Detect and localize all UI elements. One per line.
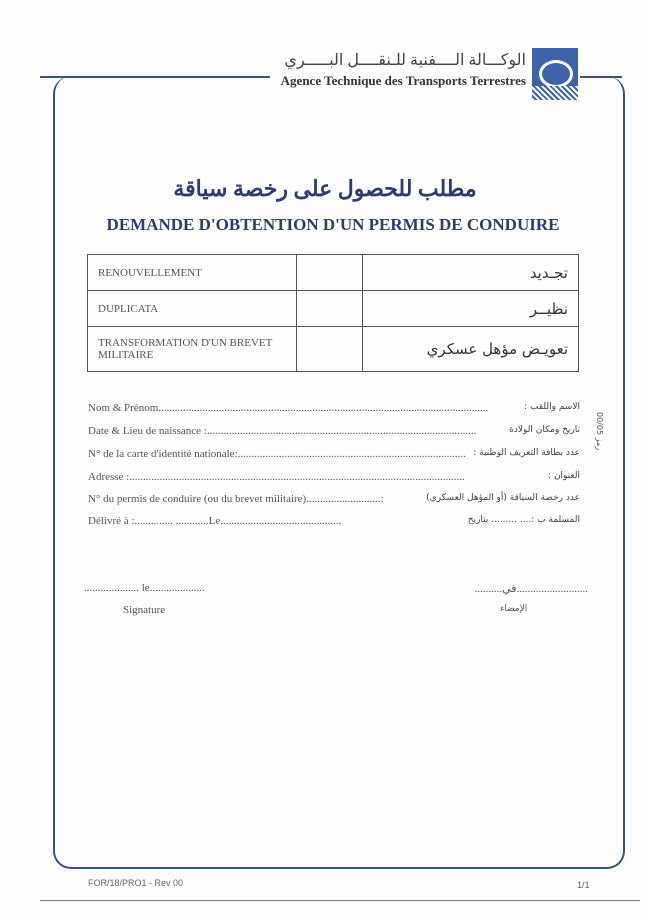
field-address[interactable] [88, 471, 580, 487]
option-fr: RENOUVELLEMENT [88, 255, 297, 291]
option-fr: DUPLICATA [88, 291, 297, 327]
field-name[interactable] [88, 402, 580, 418]
field-label-fr: Délivré à :.............. ............Le............................................ [88, 515, 342, 527]
option-ar: نظيــر [363, 291, 579, 327]
field-issued[interactable] [88, 515, 580, 531]
title-fr: DEMANDE D'OBTENTION D'UN PERMIS DE CONDUIRE [106, 215, 560, 234]
signature-label-fr: Signature [123, 604, 166, 616]
field-license-number[interactable] [88, 493, 580, 509]
field-label-ar: عدد بطاقة التعريف الوطنية : [473, 448, 580, 458]
field-label-fr: Adresse :.......................................................................................................................... [88, 471, 465, 483]
field-id-card[interactable] [88, 448, 580, 464]
request-type-table [87, 254, 579, 372]
field-label-fr: Nom & Prénom........................................................................................................................ [88, 402, 489, 414]
agency-name-ar: الوكـــالة الــــفنية للـنقــــل البـــــري [284, 52, 526, 69]
signature-date-fr[interactable]: .................... le.................... [84, 582, 205, 594]
option-ar: تعويـض مؤهل عسكري [363, 327, 579, 372]
footer-rule [40, 900, 640, 901]
signature-date-ar[interactable]: ..........................في.......... [474, 583, 588, 595]
option-checkbox[interactable] [297, 255, 363, 291]
option-row [88, 255, 579, 291]
field-label-ar: المسلمة ب :.... ......... بتاريخ [467, 515, 580, 525]
field-label-fr: N° du permis de conduire (ou du brevet militaire)...........................: [88, 493, 384, 505]
field-label-ar: الاسم واللقب : [524, 402, 580, 412]
option-checkbox[interactable] [297, 327, 363, 372]
agency-logo [532, 48, 578, 100]
option-row [88, 291, 579, 327]
form-reference: FOR/18/PRO1 - Rev 00 [88, 878, 184, 888]
signature-label-ar: الإمضاء [500, 604, 528, 614]
option-ar: تجـديد [363, 255, 579, 291]
field-label-fr: N° de la carte d'identité nationale:................................................................................... [88, 448, 466, 460]
title-ar: مطلب للحصول على رخصة سياقة [173, 176, 477, 201]
agency-name-fr: Agence Technique des Transports Terrestres [280, 73, 526, 88]
option-row [88, 327, 579, 372]
form-code: رمز 00/05 [595, 412, 604, 451]
field-label-fr: Date & Lieu de naissance :.................................................................................................. [88, 425, 477, 437]
page-number: 1/1 [577, 880, 590, 890]
option-fr: TRANSFORMATION D'UN BREVET MILITAIRE [88, 327, 297, 372]
field-label-ar: عدد رخصة السياقة (أو المؤهل العسكري) [426, 493, 580, 503]
option-checkbox[interactable] [297, 291, 363, 327]
field-label-ar: تاريخ ومكان الولادة [509, 425, 580, 435]
field-label-ar: العنوان : [548, 471, 580, 481]
field-birth[interactable] [88, 425, 580, 441]
